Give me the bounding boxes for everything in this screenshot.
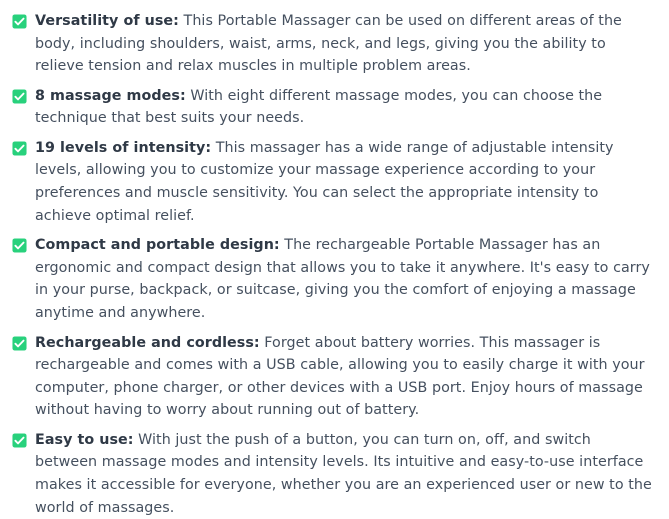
feature-list-item [12, 10, 655, 78]
feature-title: Versatility of use: [35, 13, 179, 29]
check-square-icon [12, 14, 27, 29]
check-square-icon [12, 141, 27, 156]
feature-text [35, 332, 655, 422]
check-square-icon [12, 433, 27, 448]
feature-body: Forget about battery worries. This massager is rechargeable and comes with a USB cable, allowing you to easily charge it with your computer, phone charger, or other devices with a USB port. Enjoy hours of massage without having to worry about running out of battery. [35, 334, 645, 419]
feature-text [35, 137, 655, 227]
feature-title: 19 levels of intensity: [35, 139, 212, 156]
feature-list-item [12, 234, 655, 324]
feature-title: Compact and portable design: [35, 237, 280, 254]
feature-list-item [12, 332, 655, 422]
check-square-icon [12, 336, 27, 351]
feature-list-item [12, 85, 655, 130]
feature-body: With eight different massage modes, you can choose the technique that best suits your needs. [35, 87, 603, 127]
feature-title: Rechargeable and cordless: [35, 334, 260, 351]
check-square-icon [12, 89, 27, 104]
feature-body: This massager has a wide range of adjustable intensity levels, allowing you to customize your massage experience according to your preferences and muscle sensitivity. You can select the appropriate intensity to achieve optimal relief. [35, 139, 614, 224]
feature-title: 8 massage modes: [35, 87, 186, 104]
feature-title: Easy to use: [35, 431, 134, 448]
feature-list-item [12, 137, 655, 227]
feature-list-item [12, 429, 655, 519]
feature-text [35, 10, 655, 78]
feature-text [35, 429, 655, 519]
feature-text [35, 234, 655, 324]
feature-text [35, 85, 655, 130]
feature-body: With just the push of a button, you can turn on, off, and switch between massage modes and intensity levels. Its intuitive and easy-to-use interface makes it accessible for everyone, whether you are an experienced user or new to the world of massages. [35, 431, 652, 516]
feature-body: The rechargeable Portable Massager has an ergonomic and compact design that allows you to take it anywhere. It's easy to carry in your purse, backpack, or suitcase, giving you the comfort of enjoying a massage anytime and anywhere. [35, 237, 650, 321]
feature-body: This Portable Massager can be used on different areas of the body, including shoulders, waist, arms, neck, and legs, giving you the ability to relieve tension and relax muscles in multiple problem areas. [35, 13, 622, 75]
check-square-icon [12, 238, 27, 253]
